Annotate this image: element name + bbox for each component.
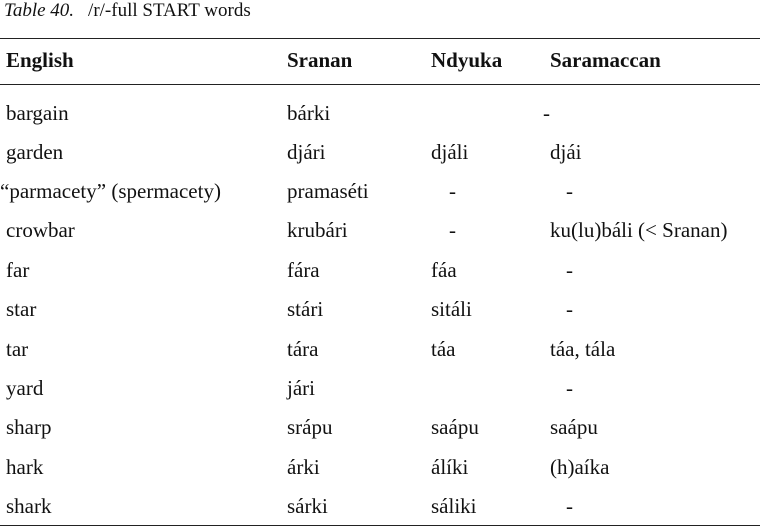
table-number: Table 40. [4, 0, 75, 21]
cell-ndyuka: saápu [431, 415, 479, 439]
cell-saramaccan: (h)aíka [550, 455, 610, 479]
cell-english: hark [6, 455, 44, 479]
table-caption [4, 0, 251, 22]
cell-english: crowbar [6, 218, 75, 242]
cell-sranan: bárki [287, 101, 331, 125]
cell-saramaccan: - [566, 376, 573, 400]
cell-sranan: fára [287, 258, 320, 282]
cell-ndyuka: sitáli [431, 297, 472, 321]
cell-saramaccan: - [566, 297, 573, 321]
cell-saramaccan: - [543, 101, 550, 125]
table-top-rule [0, 38, 760, 39]
cell-sranan: jári [287, 376, 315, 400]
cell-saramaccan: ku(lu)báli (< Sranan) [550, 218, 728, 242]
cell-saramaccan: táa, tála [550, 337, 616, 361]
table-header-rule [0, 84, 760, 85]
cell-english: garden [6, 140, 64, 164]
cell-english: far [6, 258, 30, 282]
cell-ndyuka: fáa [431, 258, 457, 282]
cell-english: “parmacety” (spermacety) [0, 179, 221, 203]
table-bottom-rule [0, 525, 760, 526]
column-header-english: English [6, 48, 74, 72]
cell-saramaccan: djái [550, 140, 582, 164]
cell-english: star [6, 297, 37, 321]
cell-ndyuka: sáliki [431, 494, 477, 518]
column-header-ndyuka: Ndyuka [431, 48, 503, 72]
cell-sranan: srápu [287, 415, 333, 439]
cell-english: sharp [6, 415, 52, 439]
cell-saramaccan: - [566, 258, 573, 282]
cell-sranan: árki [287, 455, 320, 479]
cell-saramaccan: - [566, 179, 573, 203]
cell-saramaccan: saápu [550, 415, 598, 439]
cell-sranan: stári [287, 297, 324, 321]
cell-sranan: sárki [287, 494, 328, 518]
cell-sranan: djári [287, 140, 326, 164]
cell-ndyuka: táa [431, 337, 456, 361]
cell-english: shark [6, 494, 52, 518]
column-header-saramaccan: Saramaccan [550, 48, 661, 72]
cell-sranan: pramaséti [287, 179, 369, 203]
cell-english: bargain [6, 101, 69, 125]
cell-ndyuka: - [449, 218, 456, 242]
cell-english: tar [6, 337, 29, 361]
cell-sranan: tára [287, 337, 319, 361]
cell-ndyuka: álíki [431, 455, 469, 479]
table-title: /r/-full START words [88, 0, 251, 21]
cell-english: yard [6, 376, 44, 400]
cell-ndyuka: - [449, 179, 456, 203]
column-header-sranan: Sranan [287, 48, 353, 72]
cell-sranan: krubári [287, 218, 348, 242]
cell-saramaccan: - [566, 494, 573, 518]
cell-ndyuka: djáli [431, 140, 469, 164]
